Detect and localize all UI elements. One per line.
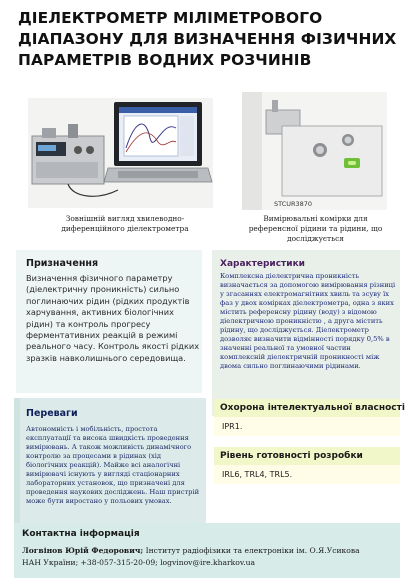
contact-heading: Контактна інформація — [22, 529, 140, 539]
characteristics-heading: Характеристики — [220, 259, 305, 269]
advantages-heading: Переваги — [26, 408, 78, 419]
contact-text — [22, 545, 398, 568]
photo-caption-left: Зовнішній вигляд хвилеводно-диференційного діелектрометра — [61, 214, 189, 233]
dielectrometer-photo — [28, 98, 213, 208]
measurement-cells-photo — [242, 92, 387, 210]
title-line-2: ДІАПАЗОНУ ДЛЯ ВИЗНАЧЕННЯ ФІЗИЧНИХ — [18, 30, 397, 48]
readiness-heading: Рівень готовності розробки — [220, 451, 363, 461]
page-title — [18, 8, 403, 71]
contact-institute: Інститут радіофізики та електроніки ім. О.Я.Усикова — [143, 546, 360, 555]
characteristics-text: Комплексна діелектрична проникність визначається за допомогою вимірювання різниці у згасаннях електромагнітних хвиль та зсуву їх фаз у двох комірках діелектрометра, одна з яких містить референсну рідину (воду) з відомою діелектричною проникністю , а друга містить рідину, що досліджується. Діелектрометр дозволяє визначити відмінності порядку 0,5% в значенні реальної та умовної частин комплексній діелектричній проникності між двома сильно поглинаючими рідинами. — [220, 272, 396, 370]
advantages-text: Автономність і мобільність, простота експлуатації та висока швидкість проведення вимірювань. А також можливість динамічного контролю за процесами в рідинах (хід біологічних реакцій). Майже всі аналогічні вимірювачі існують у вигляді стаціонарних лабораторних установок, що призначені для проведення наукових досліджень. Наш пристрій може бути виростано у польових умовах. — [26, 425, 200, 505]
purpose-text: Визначення фізичного параметру (діелектричну проникність) сильно поглинаючих рідин (рідких продуктів харчування, активних біологічних рідин) та контроль прогресу ферментативних реакцій в режимі реального часу. Контроль якості рідких зразків навколишнього середовища. — [26, 273, 200, 363]
readiness-value: IRL6, TRL4, TRL5. — [222, 470, 293, 479]
purpose-heading: Призначення — [26, 258, 99, 269]
ip-heading: Охорона інтелектуальної власності — [220, 403, 405, 413]
title-line-3: ПАРАМЕТРІВ ВОДНИХ РОЗЧИНІВ — [18, 51, 312, 69]
contact-name: Логвінов Юрій Федорович; — [22, 546, 144, 555]
contact-details: НАН України; +38-057-315-20-09; logvinov@ire.kharkov.ua — [22, 557, 256, 567]
ip-value: IPR1. — [222, 422, 243, 431]
title-line-1: ДІЕЛЕКТРОМЕТР МІЛІМЕТРОВОГО — [18, 9, 323, 27]
photo-caption-right: Вимірювальні комірки для референсної рідини та рідини, що досліджується — [248, 214, 383, 243]
device-label: STCUR3870 — [274, 200, 313, 208]
advantages-accent-bar — [14, 398, 20, 524]
